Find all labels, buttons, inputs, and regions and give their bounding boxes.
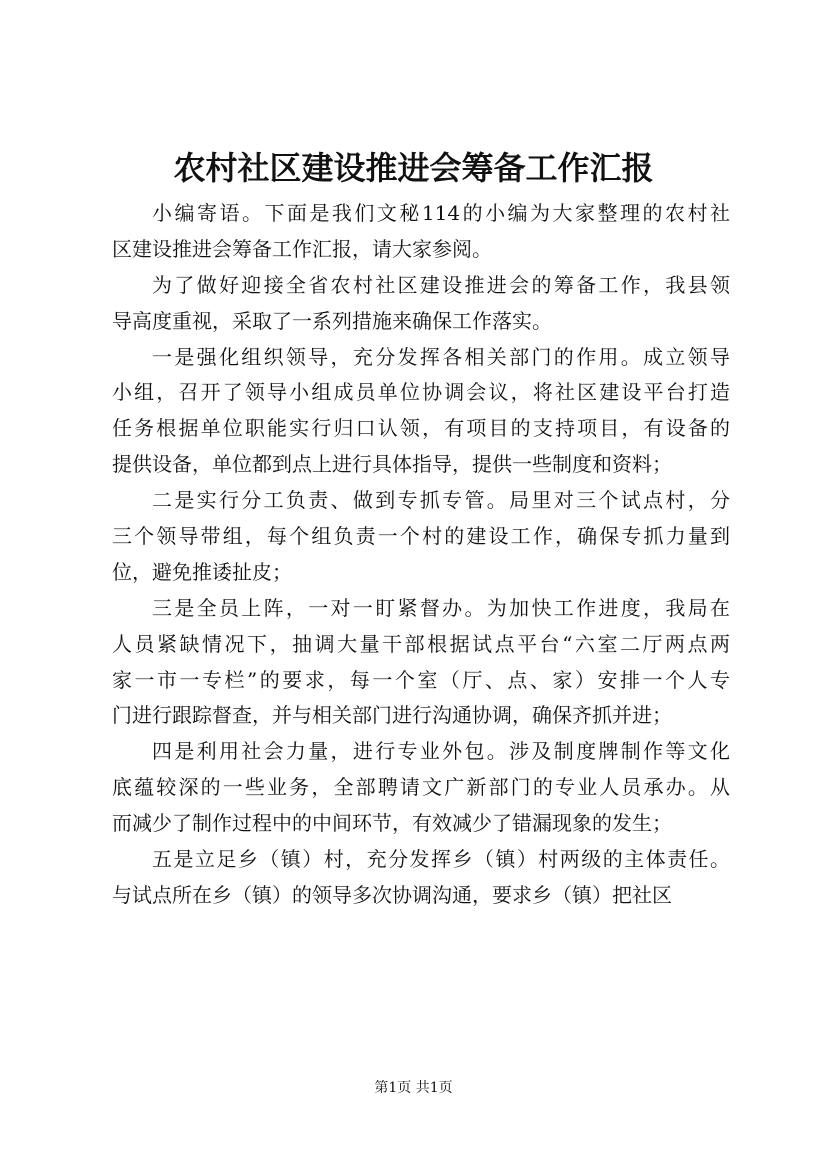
paragraph-line: 三个领导带组，每个组负责一个村的建设工作，确保专抓力量到 (112, 524, 730, 549)
paragraph-line: 导高度重视，采取了一系列措施来确保工作落实。 (112, 308, 552, 333)
paragraph (112, 268, 730, 340)
paragraph-line: 四是利用社会力量，进行专业外包。涉及制度牌制作等文化 (152, 739, 730, 764)
paragraph (112, 591, 730, 735)
paragraph-line: 二是实行分工负责、做到专抓专管。局里对三个试点村，分 (152, 488, 730, 513)
paragraph-line: 任务根据单位职能实行归口认领，有项目的支持项目，有设备的 (112, 416, 730, 441)
paragraph-line: 人员紧缺情况下，抽调大量干部根据试点平台“六室二厅两点两 (112, 631, 730, 656)
paragraph (112, 196, 730, 268)
paragraph-line: 而减少了制作过程中的中间环节，有效减少了错漏现象的发生； (112, 811, 672, 836)
paragraph-line: 为了做好迎接全省农村社区建设推进会的筹备工作，我县领 (152, 272, 730, 297)
paragraph-line: 提供设备，单位都到点上进行具体指导，提供一些制度和资料； (112, 452, 672, 477)
paragraph (112, 340, 730, 484)
paragraph-line: 家一市一专栏”的要求，每一个室（厅、点、家）安排一个人专 (112, 667, 730, 692)
paragraph (112, 842, 730, 914)
paragraph-line: 与试点所在乡（镇）的领导多次协调沟通，要求乡（镇）把社区 (112, 882, 672, 907)
paragraph (112, 734, 730, 842)
paragraph-line: 门进行跟踪督查，并与相关部门进行沟通协调，确保齐抓并进； (112, 703, 672, 728)
page-footer: 第1页 共1页 (374, 1080, 453, 1096)
paragraph (112, 483, 730, 591)
paragraph-line: 位，避免推诿扯皮； (112, 559, 292, 584)
paragraph-line: 区建设推进会筹备工作汇报，请大家参阅。 (112, 236, 492, 261)
paragraph-line: 小编寄语。下面是我们文秘114的小编为大家整理的农村社 (152, 201, 730, 225)
paragraph-line: 底蕴较深的一些业务，全部聘请文广新部门的专业人员承办。从 (112, 775, 730, 800)
document-title: 农村社区建设推进会筹备工作汇报 (173, 149, 654, 187)
paragraph-line: 五是立足乡（镇）村，充分发挥乡（镇）村两级的主体责任。 (152, 847, 730, 872)
paragraph-line: 小组，召开了领导小组成员单位协调会议，将社区建设平台打造 (112, 380, 730, 405)
paragraph-line: 一是强化组织领导，充分发挥各相关部门的作用。成立领导 (152, 344, 730, 369)
paragraph-line: 三是全员上阵，一对一盯紧督办。为加快工作进度，我局在 (152, 595, 730, 620)
document-body (112, 196, 730, 914)
